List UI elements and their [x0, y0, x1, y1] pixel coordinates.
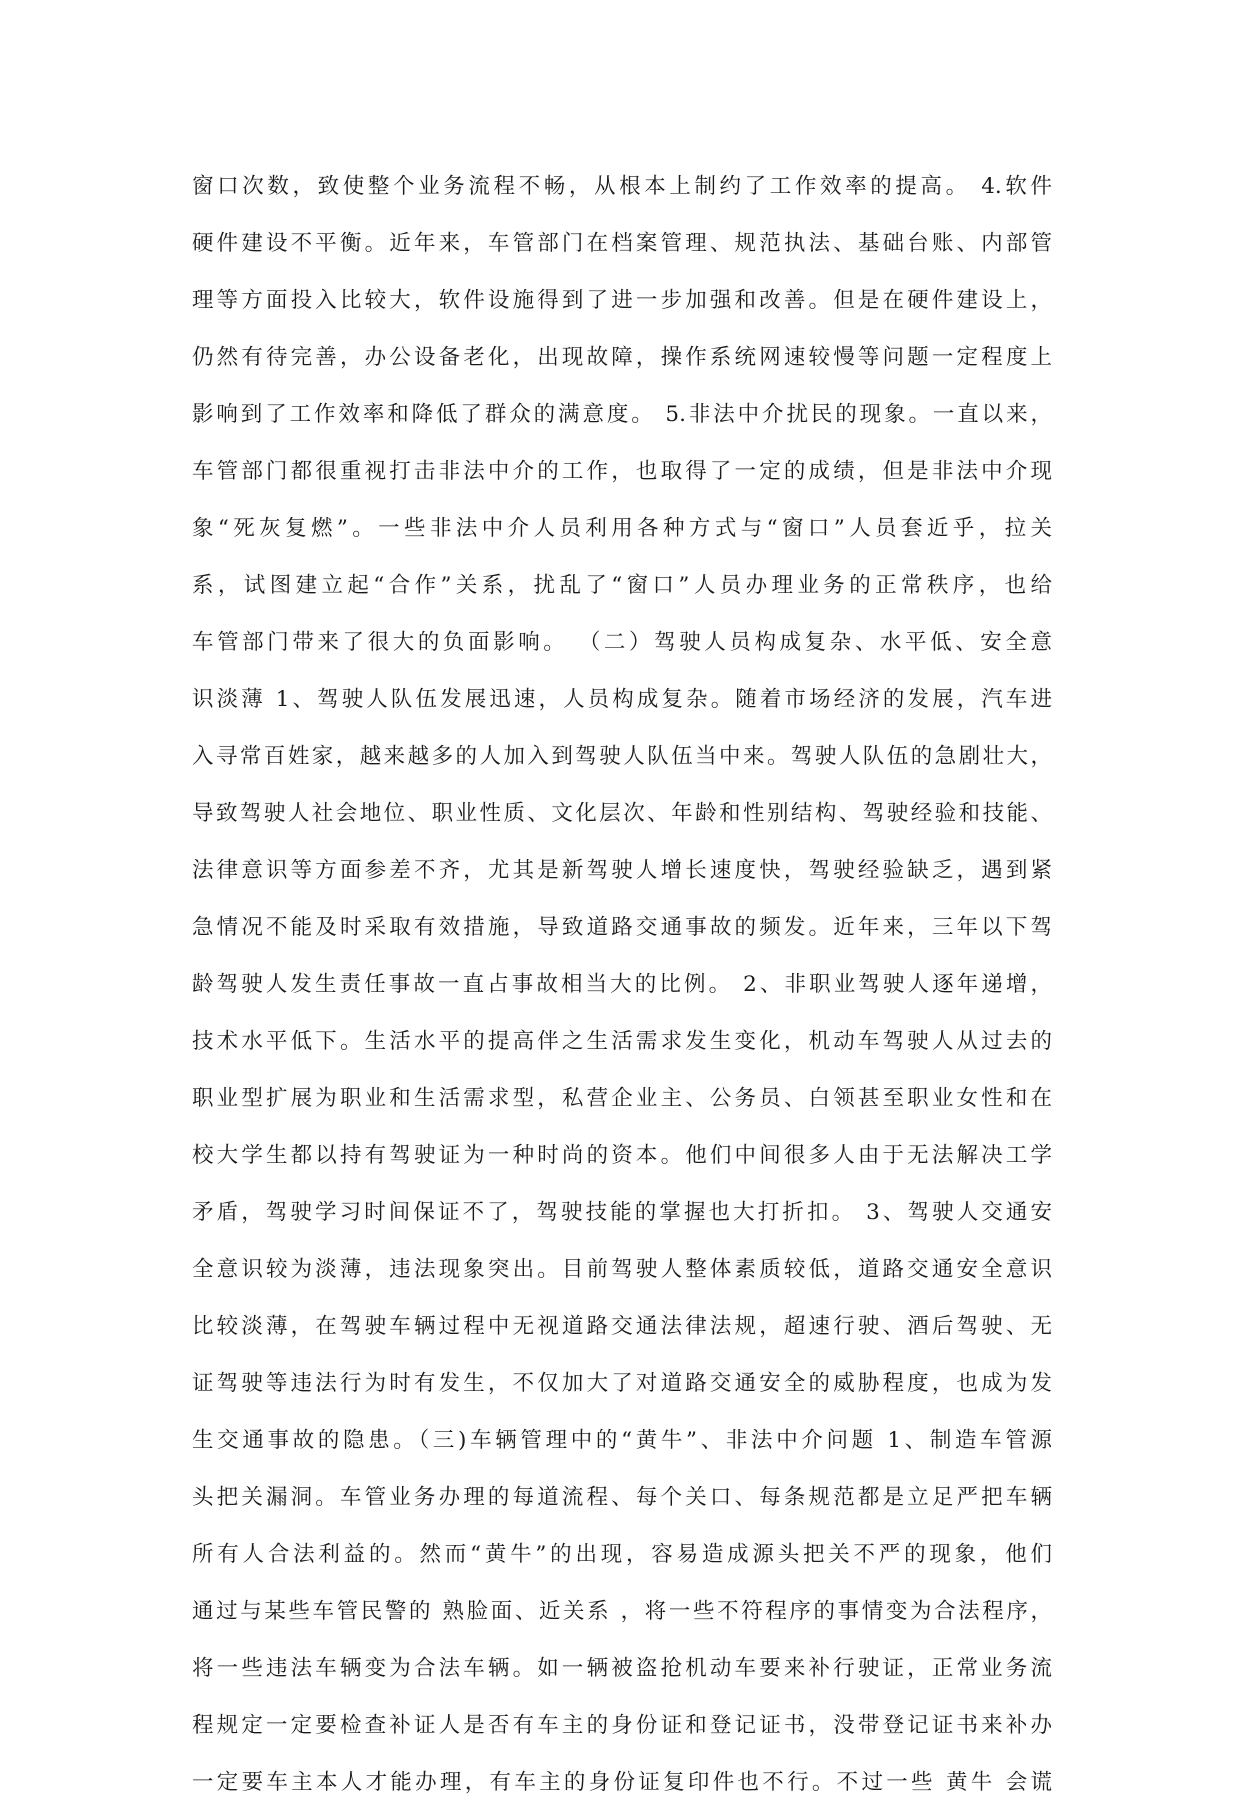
- text-line: 车管部门都很重视打击非法中介的工作，也取得了一定的成绩，但是非法中介现: [192, 459, 1052, 484]
- text-line: 矛盾，驾驶学习时间保证不了，驾驶技能的掌握也大打折扣。 3、驾驶人交通安: [192, 1200, 1052, 1225]
- text-line: 程规定一定要检查补证人是否有车主的身份证和登记证书，没带登记证书来补办: [192, 1713, 1052, 1738]
- text-line: 影响到了工作效率和降低了群众的满意度。 5.非法中介扰民的现象。一直以来，: [192, 402, 1052, 427]
- text-line: 将一些违法车辆变为合法车辆。如一辆被盗抢机动车要来补行驶证，正常业务流: [192, 1656, 1052, 1681]
- text-line: 车管部门带来了很大的负面影响。 （二）驾驶人员构成复杂、水平低、安全意: [192, 630, 1052, 655]
- text-line: 生交通事故的隐患。（三)车辆管理中的“黄牛”、非法中介问题 1、制造车管源: [192, 1428, 1052, 1453]
- body-text: [192, 158, 1052, 1811]
- text-line: 职业型扩展为职业和生活需求型，私营企业主、公务员、白领甚至职业女性和在: [192, 1086, 1052, 1111]
- text-line: 通过与某些车管民警的 熟脸面、近关系 ，将一些不符程序的事情变为合法程序，: [192, 1599, 1052, 1624]
- text-line: 仍然有待完善，办公设备老化，出现故障，操作系统网速较慢等问题一定程度上: [192, 345, 1052, 370]
- text-line: 急情况不能及时采取有效措施，导致道路交通事故的频发。近年来，三年以下驾: [192, 915, 1052, 940]
- text-line: 全意识较为淡薄，违法现象突出。目前驾驶人整体素质较低，道路交通安全意识: [192, 1257, 1052, 1282]
- text-line: 技术水平低下。生活水平的提高伴之生活需求发生变化，机动车驾驶人从过去的: [192, 1029, 1052, 1054]
- text-line: 入寻常百姓家，越来越多的人加入到驾驶人队伍当中来。驾驶人队伍的急剧壮大，: [192, 744, 1052, 769]
- text-line: 窗口次数，致使整个业务流程不畅，从根本上制约了工作效率的提高。 4.软件: [192, 174, 1052, 199]
- text-line: 证驾驶等违法行为时有发生，不仅加大了对道路交通安全的威胁程度，也成为发: [192, 1371, 1052, 1396]
- text-line: 比较淡薄，在驾驶车辆过程中无视道路交通法律法规，超速行驶、酒后驾驶、无: [192, 1314, 1052, 1339]
- text-line: 象“死灰复燃”。一些非法中介人员利用各种方式与“窗口”人员套近乎，拉关: [192, 516, 1052, 541]
- text-line: 一定要车主本人才能办理，有车主的身份证复印件也不行。不过一些 黄牛 会谎: [192, 1770, 1052, 1795]
- text-line: 识淡薄 1、驾驶人队伍发展迅速，人员构成复杂。随着市场经济的发展，汽车进: [192, 687, 1052, 712]
- text-line: 硬件建设不平衡。近年来，车管部门在档案管理、规范执法、基础台账、内部管: [192, 231, 1052, 256]
- text-line: 系，试图建立起“合作”关系，扰乱了“窗口”人员办理业务的正常秩序，也给: [192, 573, 1052, 598]
- text-line: 理等方面投入比较大，软件设施得到了进一步加强和改善。但是在硬件建设上，: [192, 288, 1052, 313]
- text-line: 校大学生都以持有驾驶证为一种时尚的资本。他们中间很多人由于无法解决工学: [192, 1143, 1052, 1168]
- text-line: 所有人合法利益的。然而“黄牛”的出现，容易造成源头把关不严的现象，他们: [192, 1542, 1052, 1567]
- text-line: 头把关漏洞。车管业务办理的每道流程、每个关口、每条规范都是立足严把车辆: [192, 1485, 1052, 1510]
- text-line: 龄驾驶人发生责任事故一直占事故相当大的比例。 2、非职业驾驶人逐年递增，: [192, 972, 1052, 997]
- text-line: 导致驾驶人社会地位、职业性质、文化层次、年龄和性别结构、驾驶经验和技能、: [192, 801, 1052, 826]
- text-line: 法律意识等方面参差不齐，尤其是新驾驶人增长速度快，驾驶经验缺乏，遇到紧: [192, 858, 1052, 883]
